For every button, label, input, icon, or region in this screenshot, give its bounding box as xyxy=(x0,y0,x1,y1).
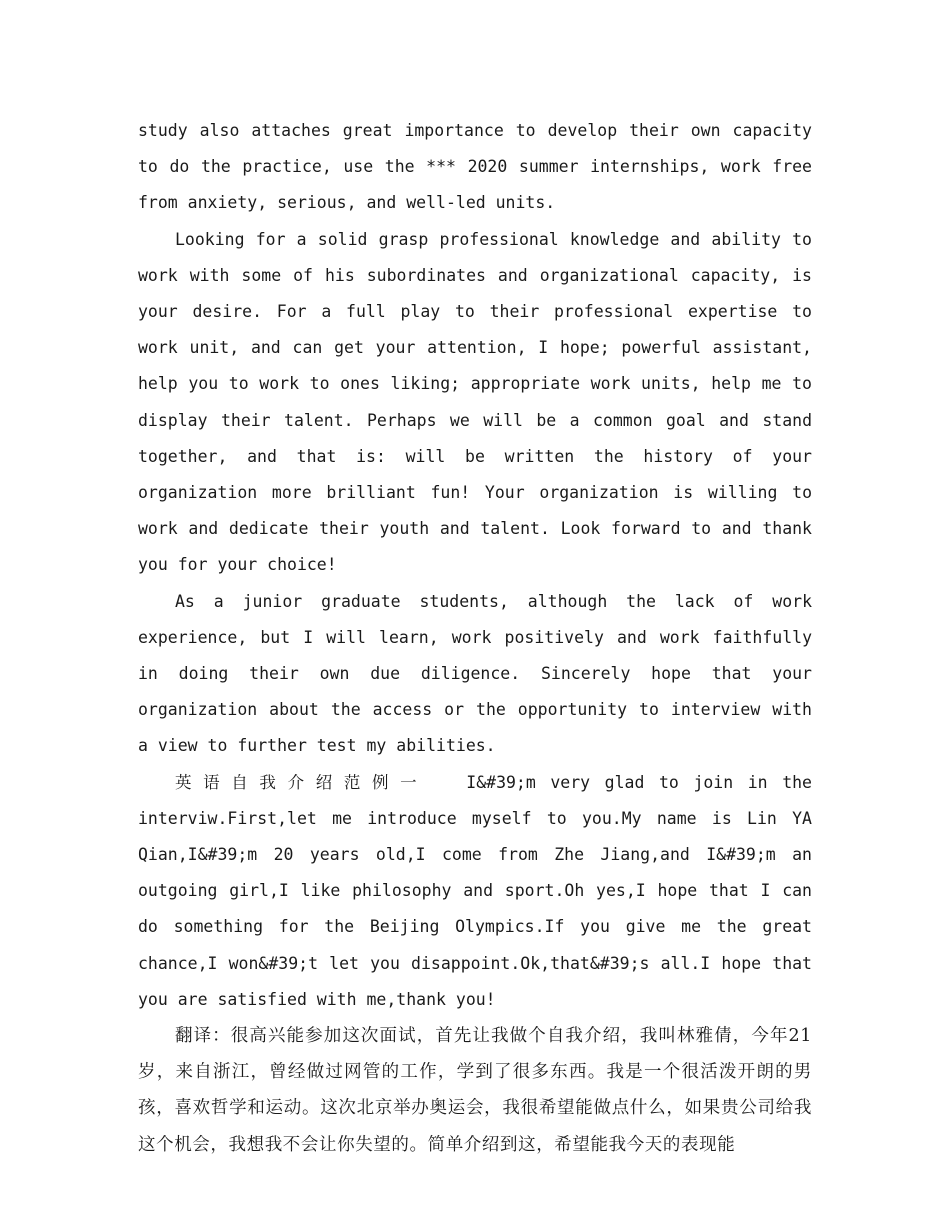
example-heading: 英语自我介绍范例一 xyxy=(175,772,429,792)
paragraph-translation: 翻译：很高兴能参加这次面试，首先让我做个自我介绍，我叫林雅倩，今年21岁，来自浙江，曾经做过网管的工作，学到了很多东西。我是一个很活泼开朗的男孩，喜欢哲学和运动。这次北京举办奥运会，我很希望能做点什么，如果贵公司给我这个机会，我想我不会让你失望的。简单介绍到这，希望能我今天的表现能 xyxy=(138,1026,812,1155)
paragraph-career-goal: Looking for a solid grasp professional knowledge and ability to work with some of his subordinates and organizational capacity, is your desire. For a full play to their professional expertise to work unit, and can get your attention, I hope; powerful assistant, help you to work to ones liking; appropriate work units, help me to display their talent. Perhaps we will be a common goal and stand together, and that is: will be written the history of your organization more brilliant fun! Your organization is willing to work and dedicate their youth and talent. Look forward to and thank you for your choice! xyxy=(138,229,812,575)
paragraph-closing: As a junior graduate students, although the lack of work experience, but I will learn, work positively and work faithfully in doing their own due diligence. Sincerely hope that your organization about the access or the opportunity to interview with a view to further test my abilities. xyxy=(138,591,812,756)
paragraph-continuation: study also attaches great importance to develop their own capacity to do the practice, use the *** 2020 summer internships, work free from anxiety, serious, and well-led units. xyxy=(138,121,812,213)
paragraph-example-one xyxy=(138,765,812,1018)
document-body xyxy=(138,113,812,1163)
example-text: I&#39;m very glad to join in the interviw.First,let me introduce myself to you.My name is Lin YA Qian,I&#39;m 20 years old,I come from Zhe Jiang,and I&#39;m an outgoing girl,I like philosophy and sport.Oh yes,I hope that I can do something for the Beijing Olympics.If you give me the great chance,I won&#39;t let you disappoint.Ok,that&#39;s all.I hope that you are satisfied with me,thank you! xyxy=(138,772,812,1009)
